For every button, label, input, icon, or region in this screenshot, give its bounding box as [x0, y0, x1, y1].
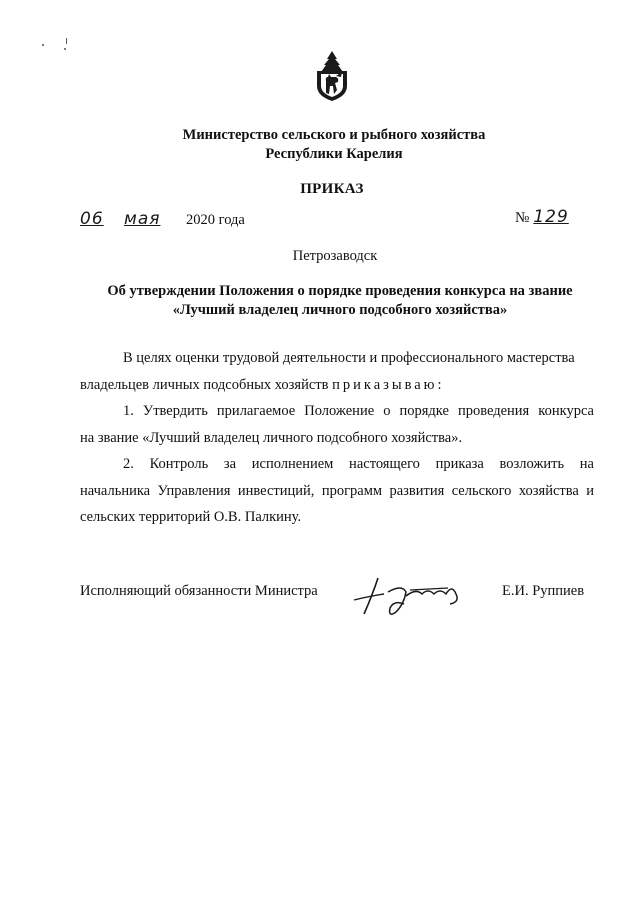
ministry-line-1: Министерство сельского и рыбного хозяйства	[182, 127, 486, 143]
ministry-line-2: Республики Карелия	[265, 146, 403, 162]
body-paragraph-1	[80, 345, 594, 398]
signatory-name: Е.И. Руппиев	[502, 583, 585, 599]
handwritten-signature-icon	[350, 570, 470, 622]
order-number-value: 129	[533, 207, 569, 227]
scan-speck	[64, 48, 66, 50]
ministry-name	[0, 126, 640, 164]
body-p1-line-2-start: владельцев личных подсобных хозяйств	[80, 376, 329, 393]
subject-line-1: Об утверждении Положения о порядке проведения конкурса на звание	[107, 283, 573, 299]
scan-speck	[66, 38, 67, 44]
order-title-text: ПРИКАЗ	[300, 181, 364, 197]
order-number-prefix: №	[515, 210, 530, 226]
order-subject	[80, 282, 600, 320]
order-number	[515, 207, 577, 227]
order-date-month: мая	[124, 209, 161, 229]
body-paragraph-2-line-2: на звание «Лучший владелец личного подсобного хозяйства».	[80, 429, 463, 446]
order-date-year: 2020 года	[186, 212, 245, 228]
body-paragraph-3-line-3: сельских территорий О.В. Палкину.	[80, 509, 302, 525]
scan-speck	[42, 44, 44, 46]
order-body	[80, 345, 594, 531]
body-paragraph-2-line-1: 1. Утвердить прилагаемое Положение о порядке проведения конкурса	[123, 403, 594, 419]
body-paragraph-3-line-1: 2. Контроль за исполнением настоящего приказа возложить на	[123, 456, 594, 472]
body-p1-line-1: В целях оценки трудовой деятельности и профессионального мастерства	[123, 350, 575, 366]
order-city-text: Петрозаводск	[292, 248, 378, 264]
body-paragraph-3-line-2: начальника Управления инвестиций, программ развития сельского хозяйства и	[80, 482, 594, 499]
coat-of-arms-karelia-icon	[312, 50, 352, 102]
order-city	[0, 248, 640, 265]
order-date	[80, 209, 245, 229]
order-title	[0, 181, 640, 198]
order-date-day: 06	[80, 209, 104, 229]
subject-line-2: «Лучший владелец личного подсобного хозяйства»	[172, 302, 508, 318]
signatory-title: Исполняющий обязанности Министра	[80, 583, 318, 599]
body-p1-decree-word: приказываю:	[332, 376, 445, 393]
